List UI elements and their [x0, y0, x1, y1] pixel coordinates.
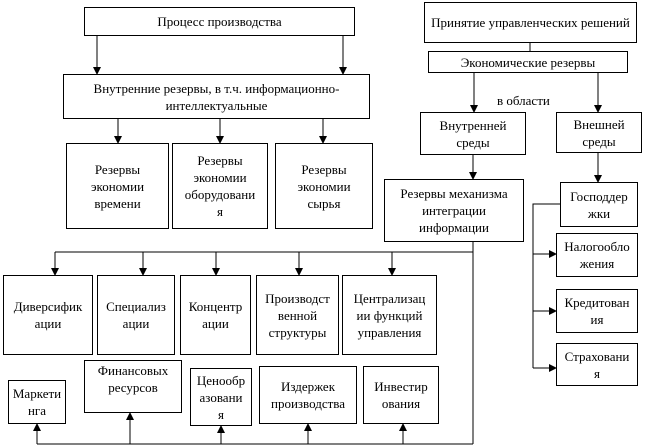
investment-box: Инвестир ования	[363, 366, 439, 424]
integration-mechanism-box: Резервы механизма интеграции информации	[384, 179, 524, 242]
crediting-box: Кредитован ия	[556, 289, 638, 333]
concentration-box: Концентр ации	[180, 275, 251, 355]
specialization-box: Специализ ации	[97, 275, 175, 355]
internal-reserves-box: Внутренние резервы, в т.ч. информационно-интеллектуальные	[63, 74, 370, 119]
centralization-box: Централизац ии функций управления	[342, 275, 437, 355]
financial-resources-box: Финансовых ресурсов	[84, 360, 182, 413]
internal-environment-box: Внутренней среды	[420, 112, 526, 155]
taxation-box: Налогообло жения	[556, 233, 638, 277]
external-environment-box: Внешней среды	[556, 112, 642, 153]
management-decisions-box: Принятие управленческих решений	[424, 2, 637, 43]
production-costs-box: Издержек производства	[259, 366, 357, 424]
production-process-box: Процесс производства	[84, 7, 355, 36]
economic-reserves-box: Экономические резервы	[428, 51, 628, 73]
pricing-box: Ценообр азовани я	[190, 368, 252, 426]
diversification-box: Диверсифик ации	[3, 275, 93, 355]
insurance-box: Страховани я	[556, 343, 638, 386]
equipment-savings-box: Резервы экономии оборудовани я	[172, 143, 268, 229]
marketing-box: Маркети нга	[8, 380, 66, 424]
in-area-label: в области	[497, 93, 550, 108]
raw-savings-box: Резервы экономии сырья	[275, 143, 373, 229]
state-support-box: Господдер жки	[560, 182, 638, 227]
time-savings-box: Резервы экономии времени	[66, 143, 169, 229]
production-structure-box: Производст венной структуры	[256, 275, 339, 355]
